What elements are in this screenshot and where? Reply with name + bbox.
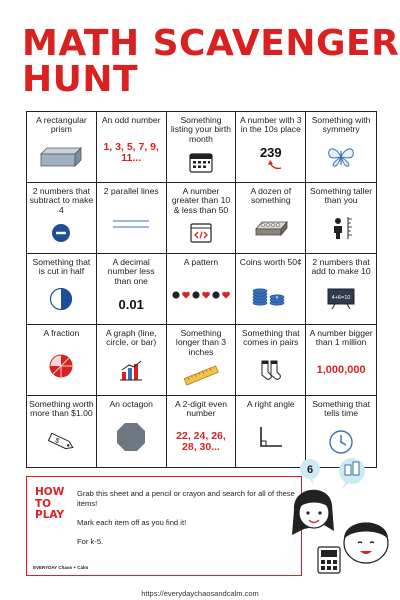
grid-cell-coins[interactable] — [236, 254, 306, 325]
price-tag-icon — [46, 432, 76, 452]
parallel-lines-icon — [111, 217, 151, 231]
cell-label: Something worth more than $1.00 — [29, 399, 94, 419]
tens-place-example: 239 — [259, 144, 282, 160]
cell-label: A decimal number less than one — [107, 257, 155, 286]
million-example: 1,000,000 — [316, 363, 366, 376]
cell-label: A rectangular prism — [36, 115, 87, 135]
grid-cell-rectangular-prism[interactable] — [27, 112, 97, 183]
grid-cell-even-number[interactable] — [167, 396, 237, 467]
cell-label: 2 parallel lines — [103, 186, 159, 196]
grid-cell-million[interactable] — [306, 325, 376, 396]
ruler-icon — [181, 364, 221, 386]
grid-cell-subtract-to-four[interactable] — [27, 183, 97, 254]
cell-label: A 2-digit even number — [174, 399, 228, 419]
kids-illustration — [290, 455, 400, 590]
right-angle-icon — [258, 425, 284, 449]
cell-label: An octagon — [109, 399, 153, 409]
grid-cell-decimal[interactable] — [97, 254, 167, 325]
svg-text:$: $ — [54, 437, 61, 446]
brand-logo: EVERYDAY Chaos + Calm — [33, 565, 89, 570]
cell-label: Something that tells time — [312, 399, 370, 419]
grid-cell-odd-number[interactable] — [97, 112, 167, 183]
cell-label: Something listing your birth month — [170, 115, 232, 144]
pattern-icon — [171, 290, 231, 300]
socks-icon — [258, 359, 284, 381]
cell-label: A right angle — [246, 399, 295, 409]
grid-cell-graph[interactable] — [97, 325, 167, 396]
grid-cell-taller-than-you[interactable] — [306, 183, 376, 254]
coins-icon — [251, 284, 291, 306]
prism-icon — [39, 146, 83, 168]
clock-icon — [328, 429, 354, 455]
svg-text:$: $ — [275, 294, 278, 300]
pie-fraction-icon — [48, 353, 74, 379]
grid-cell-birth-month[interactable] — [167, 112, 237, 183]
cell-label: Something with symmetry — [311, 115, 371, 135]
grid-cell-octagon[interactable] — [97, 396, 167, 467]
butterfly-icon — [326, 146, 356, 168]
instruction-1: Grab this sheet and a pencil or crayon and search for all of these items! — [77, 489, 295, 508]
grid-cell-parallel-lines[interactable] — [97, 183, 167, 254]
cell-label: Something that is cut in half — [32, 257, 91, 277]
cell-label: Something longer than 3 inches — [175, 328, 227, 357]
how-to-play-title — [35, 487, 64, 522]
title-line-1: MATH SCAVENGER — [22, 23, 400, 64]
calendar-icon — [189, 151, 213, 173]
cell-label: An odd number — [101, 115, 161, 125]
grid-cell-dozen[interactable] — [236, 183, 306, 254]
cell-label: 2 numbers that subtract to make 4 — [29, 186, 94, 215]
cell-label: A pattern — [183, 257, 219, 267]
chalkboard-icon — [327, 288, 355, 310]
chalkboard-equation: 4+6=10 — [331, 295, 351, 302]
grid-cell-ten-to-fifty[interactable] — [167, 183, 237, 254]
grid-cell-symmetry[interactable] — [306, 112, 376, 183]
grid-cell-fraction[interactable] — [27, 325, 97, 396]
cell-label: Coins worth 50¢ — [239, 257, 302, 267]
how-to-play-title-line-1: HOW — [35, 486, 65, 498]
grid-cell-add-to-ten[interactable] — [306, 254, 376, 325]
instruction-2: Mark each item off as you find it! — [77, 518, 187, 527]
bar-graph-icon — [119, 359, 143, 381]
decimal-example: 0.01 — [118, 296, 144, 312]
half-circle-icon — [49, 287, 73, 311]
odd-number-example: 1, 3, 5, 7, 9, 11... — [103, 140, 159, 164]
footer-url[interactable]: https://everydaychaosandcalm.com — [141, 589, 259, 598]
octagon-icon — [116, 422, 146, 452]
page-title — [22, 23, 400, 100]
grid-cell-pairs[interactable] — [236, 325, 306, 396]
grid-cell-worth-more-than-dollar[interactable] — [27, 396, 97, 467]
cell-label: A fraction — [43, 328, 80, 338]
grid-cell-pattern[interactable] — [167, 254, 237, 325]
cell-label: Something that comes in pairs — [241, 328, 300, 348]
minus-circle-icon — [51, 223, 71, 243]
title-line-2: HUNT — [22, 59, 139, 100]
cell-label: A number bigger than 1 million — [309, 328, 373, 348]
how-to-play-instructions — [77, 489, 297, 556]
how-to-play-title-line-3: PLAY — [35, 509, 65, 521]
arrow-icon — [256, 160, 286, 170]
grid-cell-tens-place[interactable] — [236, 112, 306, 183]
cell-label: A number with 3 in the 10s place — [239, 115, 302, 135]
how-to-play-title-line-2: TO — [35, 497, 52, 510]
cell-label: A number greater than 10 & less than 50 — [171, 186, 231, 215]
cell-label: Something taller than you — [310, 186, 373, 206]
cell-label: A graph (line, circle, or bar) — [105, 328, 157, 348]
even-number-example: 22, 24, 26, 28, 30... — [176, 429, 226, 453]
grid-cell-cut-in-half[interactable] — [27, 254, 97, 325]
bubble-number: 6 — [306, 464, 314, 476]
scavenger-grid — [26, 111, 377, 468]
egg-carton-icon — [254, 219, 288, 237]
cell-label: A dozen of something — [250, 186, 292, 206]
grid-cell-longer-than-three-inches[interactable] — [167, 325, 237, 396]
cell-label: 2 numbers that add to make 10 — [311, 257, 371, 277]
code-icon — [190, 223, 212, 243]
height-chart-icon — [328, 216, 354, 240]
how-to-play-box — [26, 476, 302, 576]
instruction-3: For k-5. — [77, 537, 104, 546]
